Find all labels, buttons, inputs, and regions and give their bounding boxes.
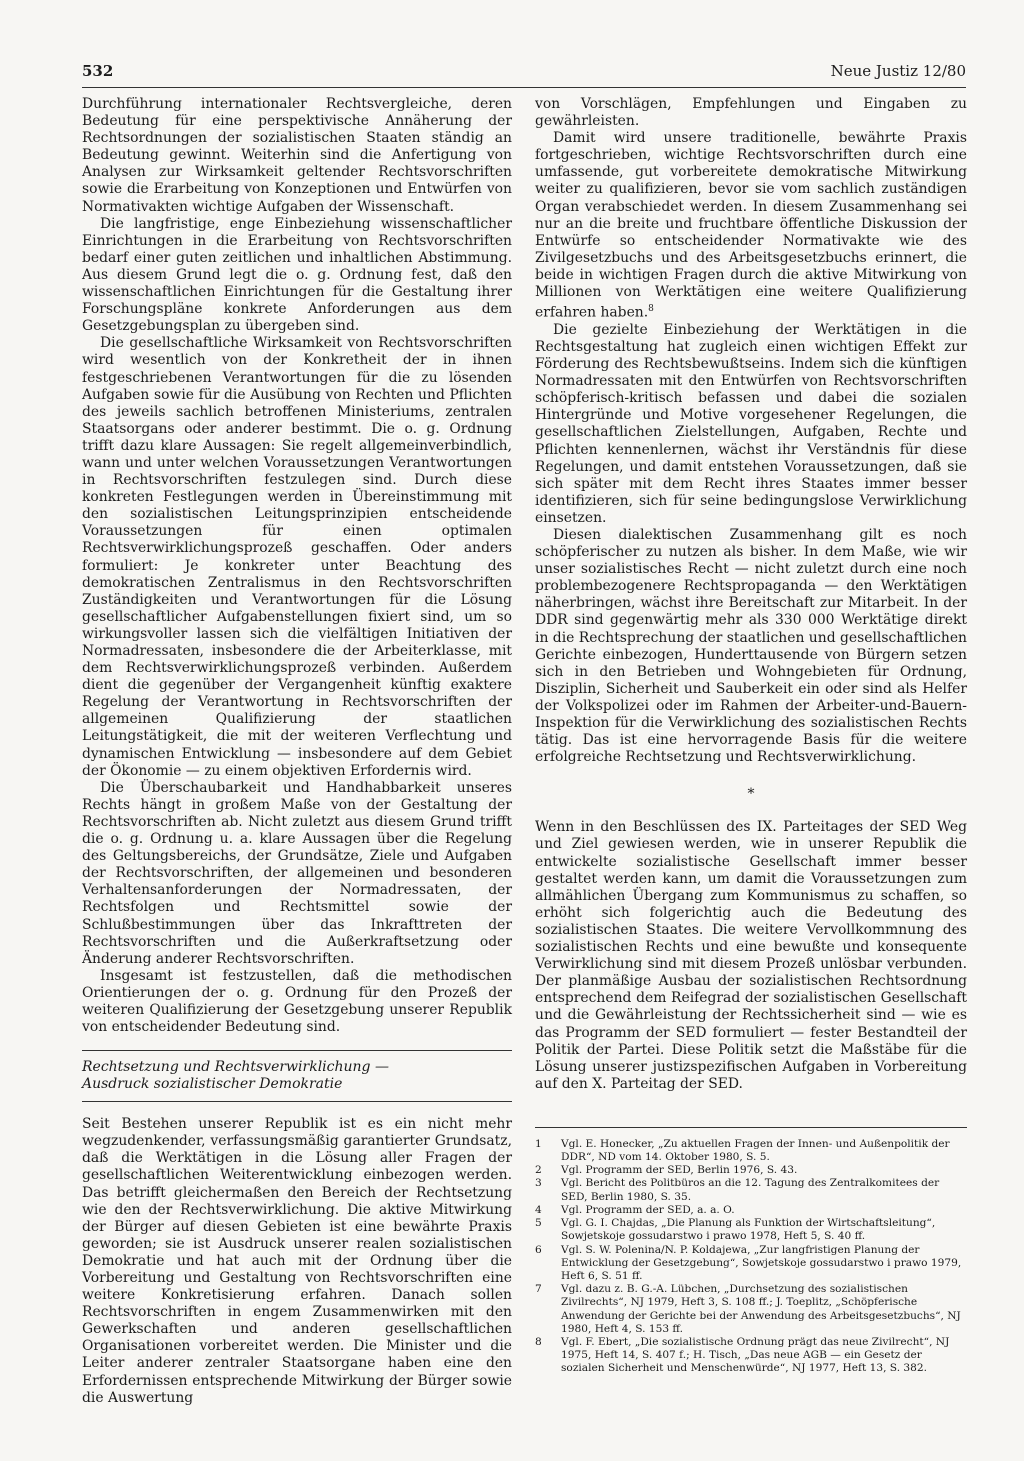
footnote — [535, 1204, 967, 1217]
paragraph: Die gesellschaftliche Wirksamkeit von Rechtsvorschriften wird wesentlich von der Konkretheit der in ihnen festgeschriebenen Verantwortungen für die zu lösenden Aufgaben sowie für die Ausübung von Rechten und Pflichten des jeweils sachlich betroffenen Ministeriums, zentralen Staatsorgans oder anderer bestimmt. Die o. g. Ordnung trifft dazu klare Aussagen: Sie regelt allgemeinverbindlich, wann und unter welchen Voraussetzungen Verantwortungen in Rechtsvorschriften festzulegen sind. Durch diese konkreten Festlegungen werden in Übereinstimmung mit den sozialistischen Leitungsprinzipien entscheidende Voraussetzungen für einen optimalen Rechtsverwirklichungsprozeß geschaffen. Oder anders formuliert: Je konkreter unter Beachtung des demokratischen Zentralismus in den Rechtsvorschriften Zuständigkeiten und Verantwortungen für die Lösung gesellschaftlicher Aufgabenstellungen fixiert sind, um so wirkungsvoller lassen sich die vielfältigen Initiativen der Normadressaten, insbesondere die der Arbeiterklasse, mit dem Rechtsverwirklichungsprozeß verbinden. Außerdem dient die gegenüber der Vergangenheit künftig exaktere Regelung der Verantwortung in Rechtsvorschriften der allgemeinen Qualifizierung der staatlichen Leitungstätigkeit, die mit der weiteren Verflechtung und dynamischen Entwicklung — insbesondere auf dem Gebiet der Ökonomie — zu einem objektiven Erfordernis wird. — [82, 335, 512, 779]
footnote-reference: 8 — [648, 304, 654, 315]
footnote — [535, 1177, 967, 1203]
footnote-text: Vgl. Programm der SED, a. a. O. — [561, 1203, 735, 1216]
right-column — [535, 96, 967, 1376]
paragraph: Die gezielte Einbeziehung der Werktätigen in die Rechtsgestaltung hat zugleich einen wichtigen Effekt zur Förderung des Rechtsbewußtseins. Indem sich die künftigen Normadressaten mit den Entwürfen von Rechtsvorschriften schöpferisch-kritisch befassen und dabei die sozialen Hintergründe und Motive vorgesehener Regelungen, die gesellschaftlichen Zielstellungen, Aufgaben, Rechte und Pflichten kennenlernen, wächst ihr Verständnis für diese Regelungen, und damit entstehen Voraussetzungen, daß sie sich später mit dem Recht ihres Staates immer besser identifizieren, sich für seine bedingungslose Verwirklichung einsetzen. — [535, 321, 967, 526]
footnote-number: 5 — [535, 1217, 542, 1230]
section-separator: * — [747, 786, 755, 803]
paragraph: Insgesamt ist festzustellen, daß die methodischen Orientierungen der o. g. Ordnung für den Prozeß der weiteren Qualifizierung der Gesetzgebung unserer Republik von entscheidender Bedeutung sind. — [82, 967, 512, 1036]
left-column — [82, 96, 512, 1407]
footnote-rule — [535, 1127, 967, 1128]
paragraph: von Vorschlägen, Empfehlungen und Eingaben zu gewährleisten. — [535, 96, 967, 130]
paragraph: Seit Bestehen unserer Republik ist es ein nicht mehr wegzudenkender, verfassungsmäßig garantierter Grundsatz, daß die Werktätigen in die Lösung aller Fragen der gesellschaftlichen Weiterentwicklung einbezogen werden. Das betrifft gleichermaßen den Bereich der Rechtsetzung wie den der Rechtsverwirklichung. Die aktive Mitwirkung der Bürger auf diesen Gebieten ist eine bewährte Praxis geworden; sie ist Ausdruck unserer realen sozialistischen Demokratie und hat auch mit der Ordnung über die Vorbereitung und Gestaltung von Rechtsvorschriften eine weitere Konkretisierung erfahren. Danach sollen Rechtsvorschriften in engem Zusammenwirken mit den Gewerkschaften und anderen gesellschaftlichen Organisationen vorbereitet werden. Die Minister und die Leiter anderer zentraler Staatsorgane haben eine den Erfordernissen entsprechende Mitwirkung der Bürger sowie die Auswertung — [82, 1116, 512, 1406]
footnote-text: Vgl. Bericht des Politbüros an die 12. Tagung des Zentralkomitees der SED, Berlin 1980, S. 35. — [561, 1177, 940, 1203]
footnote-text: Vgl. Programm der SED, Berlin 1976, S. 43. — [561, 1164, 798, 1177]
footnote — [535, 1164, 967, 1177]
footnote — [535, 1283, 967, 1336]
paragraph: Durchführung internationaler Rechtsvergleiche, deren Bedeutung für eine perspektivische Annäherung der Rechtsordnungen der sozialistischen Staaten ständig an Bedeutung gewinnt. Weiterhin sind die Anfertigung von Analysen zur Wirksamkeit geltender Rechtsvorschriften sowie die Erarbeitung von Konzeptionen und Entwürfen von Normativakten wichtige Aufgaben der Wissenschaft. — [82, 96, 512, 215]
footnote-text: Vgl. S. W. Polenina/N. P. Koldajewa, „Zur langfristigen Planung der Entwicklung der Gesetzgebung“, Sowjetskoje gossudarstwo i prawo 1979, Heft 6, S. 51 ff. — [561, 1243, 962, 1282]
paragraph: Diesen dialektischen Zusammenhang gilt es noch schöpferischer zu nutzen als bisher. In dem Maße, wie wir unser sozialistisches Recht — nicht zuletzt durch eine noch problembezogenere Rechtspropaganda — den Werktätigen näherbringen, wächst ihre Bereitschaft zur Mitarbeit. In der DDR sind gegenwärtig mehr als 330 000 Werktätige direkt in die Rechtsprechung der staatlichen und gesellschaftlichen Gerichte einbezogen, Hunderttausende von Bürgern setzen sich in den Betrieben und Wohngebieten für Ordnung, Disziplin, Sicherheit und Sauberkeit ein oder sind als Helfer der Volkspolizei oder im Rahmen der Arbeiter-und-Bauern-Inspektion für die Verwirklichung des sozialistischen Rechts tätig. Das ist eine hervorragende Basis für die weitere erfolgreiche Rechtsetzung und Rechtsverwirklichung. — [535, 526, 967, 766]
section-heading-line: Rechtsetzung und Rechtsverwirklichung — — [82, 1059, 389, 1076]
paragraph: Wenn in den Beschlüssen des IX. Parteitages der SED Weg und Ziel gewiesen werden, wie in unserer Republik die entwickelte sozialistische Gesellschaft immer besser gestaltet werden kann, um damit die Voraussetzungen zum allmählichen Übergang zum Kommunismus zu schaffen, so erhöht sich folgerichtig auch die Bedeutung des sozialistischen Staates. Die weitere Vervollkommnung des sozialistischen Rechts und eine bewußte und konsequente Verwirklichung sind mit diesem Prozeß unlösbar verbunden. Der planmäßige Ausbau der sozialistischen Rechtsordnung entsprechend dem Reifegrad der sozialistischen Gesellschaft und die Gewährleistung der Rechtssicherheit sind — wie es das Programm der SED formuliert — fester Bestandteil der Politik der Partei. Diese Politik setzt die Maßstäbe für die Lösung unserer justizspezifischen Aufgaben in Vorbereitung auf den X. Parteitag der SED. — [535, 819, 967, 1092]
paragraph-text: Damit wird unsere traditionelle, bewährte Praxis fortgeschrieben, wichtige Rechtsvorschriften durch eine umfassende, gut vorbereitete demokratische Mitwirkung weiter zu qualifizieren, bevor sie vom sachlich zuständigen Organ verabschiedet werden. In diesem Zusammenhang sei nur an die breite und fruchtbare öffentliche Diskussion der Entwürfe so entscheidender Normativakte wie des Zivilgesetzbuchs und des Arbeitsgesetzbuchs erinnert, die beide in wichtigen Fragen durch die aktive Mitwirkung von Millionen von Werktätigen eine weitere Qualifizierung erfahren haben. — [535, 130, 967, 321]
footnote-text: Vgl. dazu z. B. G.-A. Lübchen, „Durchsetzung des sozialistischen Zivilrechts“, NJ 1979, Heft 3, S. 108 ff.; J. Toeplitz, „Schöpferische Anwendung der Gerichte bei der Anwendung des Arbeitsgesetzbuchs“, NJ 1980, Heft 4, S. 153 ff. — [561, 1283, 961, 1335]
footnote — [535, 1244, 967, 1284]
footnote-text: Vgl. G. I. Chajdas, „Die Planung als Funktion der Wirtschaftsleitung“, Sowjetskoje gossudarstwo i prawo 1978, Heft 5, S. 40 ff. — [561, 1217, 936, 1243]
page-number: 532 — [82, 62, 114, 80]
footnote-text: Vgl. E. Honecker, „Zu aktuellen Fragen der Innen- und Außenpolitik der DDR“, ND vom 14. Oktober 1980, S. 5. — [561, 1137, 950, 1164]
footnotes — [535, 1138, 967, 1376]
paragraph — [535, 130, 967, 322]
footnote-number: 2 — [535, 1164, 542, 1177]
footnote — [535, 1336, 967, 1376]
paragraph: Die Überschaubarkeit und Handhabbarkeit unseres Rechts hängt in großem Maße von der Gestaltung der Rechtsvorschriften ab. Nicht zuletzt aus diesem Grund trifft die o. g. Ordnung u. a. klare Aussagen über die Regelung des Geltungsbereichs, der Grundsätze, Ziele und Aufgaben der Rechtsvorschriften, der allgemeinen und besonderen Verhaltensanforderungen der Normadressaten, der Rechtsfolgen und Rechtsmittel sowie der Schlußbestimmungen über das Inkrafttreten der Rechtsvorschriften und die Außerkraftsetzung oder Änderung anderer Rechtsvorschriften. — [82, 779, 512, 967]
page-header — [82, 60, 966, 88]
footnote-number: 3 — [535, 1177, 542, 1190]
footnote-number: 4 — [535, 1203, 542, 1216]
footnote-number: 6 — [535, 1243, 542, 1256]
section-heading-line: Ausdruck sozialistischer Demokratie — [82, 1076, 343, 1093]
footnote — [535, 1138, 967, 1164]
journal-title: Neue Justiz 12/80 — [830, 62, 966, 80]
header-rule — [82, 87, 966, 88]
section-heading — [82, 1050, 512, 1102]
paragraph: Die langfristige, enge Einbeziehung wissenschaftlicher Einrichtungen in die Erarbeitung von Rechtsvorschriften bedarf einer guten zeitlichen und inhaltlichen Abstimmung. Aus diesem Grund legt die o. g. Ordnung fest, daß den wissenschaftlichen Einrichtungen für die Gestaltung ihrer Forschungspläne konkrete Anforderungen aus dem Gesetzgebungsplan zu übergeben sind. — [82, 215, 512, 335]
footnote — [535, 1217, 967, 1243]
footnote-number: 8 — [535, 1335, 542, 1348]
footnote-number: 1 — [535, 1137, 542, 1150]
footnote-number: 7 — [535, 1283, 542, 1296]
footnote-text: Vgl. F. Ebert, „Die sozialistische Ordnung prägt das neue Zivilrecht“, NJ 1975, Heft 14, S. 407 f.; H. Tisch, „Das neue AGB — ein Gesetz der sozialen Sicherheit und Menschenwürde“, NJ 1977, Heft 13, S. 382. — [561, 1335, 950, 1375]
